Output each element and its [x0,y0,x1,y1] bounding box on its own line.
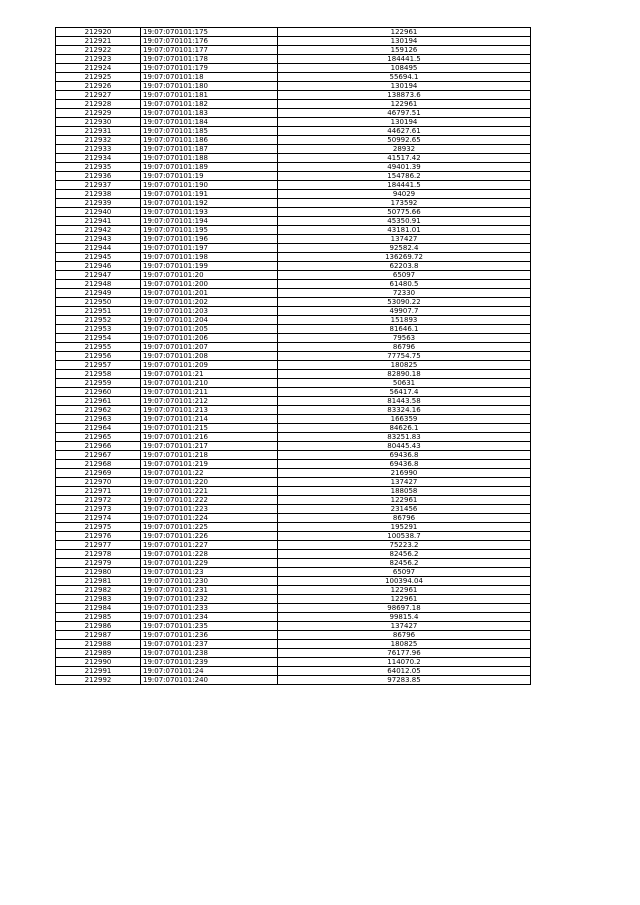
table-row [56,334,531,343]
cadastral-number-cell: 19:07:070101:238 [141,649,278,658]
cadastral-number-cell: 19:07:070101:191 [141,190,278,199]
value-cell: 75223.2 [278,541,531,550]
value-cell: 137427 [278,622,531,631]
row-number-cell: 212963 [56,415,141,424]
table-row [56,289,531,298]
row-number-cell: 212932 [56,136,141,145]
value-cell: 81646.1 [278,325,531,334]
value-cell: 151893 [278,316,531,325]
value-cell: 130194 [278,82,531,91]
row-number-cell: 212923 [56,55,141,64]
row-number-cell: 212929 [56,109,141,118]
table-row [56,100,531,109]
table-row [56,253,531,262]
table-row [56,262,531,271]
value-cell: 137427 [278,478,531,487]
value-cell: 50992.65 [278,136,531,145]
value-cell: 216990 [278,469,531,478]
table-row [56,388,531,397]
table-row [56,199,531,208]
row-number-cell: 212961 [56,397,141,406]
value-cell: 231456 [278,505,531,514]
cadastral-number-cell: 19:07:070101:220 [141,478,278,487]
cadastral-number-cell: 19:07:070101:203 [141,307,278,316]
table-row [56,406,531,415]
row-number-cell: 212974 [56,514,141,523]
row-number-cell: 212924 [56,64,141,73]
table-row [56,55,531,64]
row-number-cell: 212986 [56,622,141,631]
row-number-cell: 212979 [56,559,141,568]
cadastral-number-cell: 19:07:070101:193 [141,208,278,217]
value-cell: 184441.5 [278,55,531,64]
value-cell: 62203.8 [278,262,531,271]
table-row [56,487,531,496]
cadastral-number-cell: 19:07:070101:20 [141,271,278,280]
row-number-cell: 212975 [56,523,141,532]
cadastral-number-cell: 19:07:070101:186 [141,136,278,145]
cadastral-number-cell: 19:07:070101:22 [141,469,278,478]
cadastral-number-cell: 19:07:070101:24 [141,667,278,676]
row-number-cell: 212972 [56,496,141,505]
cadastral-number-cell: 19:07:070101:239 [141,658,278,667]
table-row [56,397,531,406]
cadastral-number-cell: 19:07:070101:221 [141,487,278,496]
cadastral-number-cell: 19:07:070101:202 [141,298,278,307]
cadastral-number-cell: 19:07:070101:208 [141,352,278,361]
row-number-cell: 212985 [56,613,141,622]
table-row [56,676,531,685]
cadastral-number-cell: 19:07:070101:218 [141,451,278,460]
cadastral-number-cell: 19:07:070101:188 [141,154,278,163]
cadastral-number-cell: 19:07:070101:232 [141,595,278,604]
row-number-cell: 212960 [56,388,141,397]
cadastral-number-cell: 19:07:070101:209 [141,361,278,370]
cadastral-number-cell: 19:07:070101:21 [141,370,278,379]
cadastral-number-cell: 19:07:070101:201 [141,289,278,298]
value-cell: 154786.2 [278,172,531,181]
value-cell: 180825 [278,361,531,370]
cadastral-number-cell: 19:07:070101:187 [141,145,278,154]
table-row [56,271,531,280]
table-row [56,532,531,541]
table-row [56,280,531,289]
row-number-cell: 212938 [56,190,141,199]
row-number-cell: 212992 [56,676,141,685]
value-cell: 130194 [278,37,531,46]
row-number-cell: 212983 [56,595,141,604]
value-cell: 56417.4 [278,388,531,397]
row-number-cell: 212959 [56,379,141,388]
cadastral-number-cell: 19:07:070101:222 [141,496,278,505]
cadastral-number-cell: 19:07:070101:183 [141,109,278,118]
value-cell: 184441.5 [278,181,531,190]
row-number-cell: 212968 [56,460,141,469]
table-row [56,640,531,649]
row-number-cell: 212927 [56,91,141,100]
table-row [56,190,531,199]
value-cell: 180825 [278,640,531,649]
row-number-cell: 212978 [56,550,141,559]
table-row [56,316,531,325]
cadastral-number-cell: 19:07:070101:189 [141,163,278,172]
table-row [56,460,531,469]
cadastral-number-cell: 19:07:070101:18 [141,73,278,82]
row-number-cell: 212944 [56,244,141,253]
row-number-cell: 212925 [56,73,141,82]
table-row [56,109,531,118]
cadastral-number-cell: 19:07:070101:198 [141,253,278,262]
table-row [56,523,531,532]
row-number-cell: 212920 [56,28,141,37]
cadastral-number-cell: 19:07:070101:217 [141,442,278,451]
row-number-cell: 212930 [56,118,141,127]
row-number-cell: 212951 [56,307,141,316]
cadastral-number-cell: 19:07:070101:200 [141,280,278,289]
table-row [56,298,531,307]
table-row [56,244,531,253]
cadastral-number-cell: 19:07:070101:237 [141,640,278,649]
row-number-cell: 212981 [56,577,141,586]
row-number-cell: 212953 [56,325,141,334]
value-cell: 122961 [278,100,531,109]
value-cell: 77754.75 [278,352,531,361]
value-cell: 92582.4 [278,244,531,253]
table-row [56,37,531,46]
cadastral-number-cell: 19:07:070101:199 [141,262,278,271]
table-row [56,613,531,622]
row-number-cell: 212982 [56,586,141,595]
row-number-cell: 212952 [56,316,141,325]
table-row [56,325,531,334]
table-row [56,208,531,217]
value-cell: 65097 [278,271,531,280]
value-cell: 122961 [278,586,531,595]
value-cell: 159126 [278,46,531,55]
value-cell: 99815.4 [278,613,531,622]
value-cell: 173592 [278,199,531,208]
row-number-cell: 212977 [56,541,141,550]
cadastral-number-cell: 19:07:070101:179 [141,64,278,73]
cadastral-number-cell: 19:07:070101:228 [141,550,278,559]
value-cell: 64012.05 [278,667,531,676]
cadastral-number-cell: 19:07:070101:182 [141,100,278,109]
value-cell: 45350.91 [278,217,531,226]
value-cell: 43181.01 [278,226,531,235]
table-row [56,343,531,352]
value-cell: 138873.6 [278,91,531,100]
cadastral-number-cell: 19:07:070101:207 [141,343,278,352]
table-row [56,181,531,190]
row-number-cell: 212937 [56,181,141,190]
row-number-cell: 212976 [56,532,141,541]
table-row [56,235,531,244]
table-row [56,658,531,667]
table-row [56,118,531,127]
table-row [56,442,531,451]
cadastral-number-cell: 19:07:070101:219 [141,460,278,469]
table-row [56,541,531,550]
value-cell: 122961 [278,28,531,37]
table-row [56,352,531,361]
table-row [56,559,531,568]
value-cell: 80445.43 [278,442,531,451]
cadastral-number-cell: 19:07:070101:196 [141,235,278,244]
value-cell: 86796 [278,343,531,352]
table-row [56,307,531,316]
value-cell: 84626.1 [278,424,531,433]
cadastral-number-cell: 19:07:070101:181 [141,91,278,100]
cadastral-number-cell: 19:07:070101:236 [141,631,278,640]
table-row [56,514,531,523]
row-number-cell: 212936 [56,172,141,181]
row-number-cell: 212967 [56,451,141,460]
value-cell: 76177.96 [278,649,531,658]
table-row [56,667,531,676]
table-row [56,73,531,82]
value-cell: 49401.39 [278,163,531,172]
table-row [56,568,531,577]
row-number-cell: 212950 [56,298,141,307]
value-cell: 166359 [278,415,531,424]
row-number-cell: 212928 [56,100,141,109]
table-row [56,577,531,586]
table-row [56,622,531,631]
cadastral-number-cell: 19:07:070101:235 [141,622,278,631]
cadastral-number-cell: 19:07:070101:229 [141,559,278,568]
table-row [56,64,531,73]
value-cell: 188058 [278,487,531,496]
cadastral-number-cell: 19:07:070101:206 [141,334,278,343]
cadastral-number-cell: 19:07:070101:176 [141,37,278,46]
value-cell: 130194 [278,118,531,127]
value-cell: 86796 [278,631,531,640]
table-row [56,505,531,514]
table-row [56,379,531,388]
value-cell: 83324.16 [278,406,531,415]
row-number-cell: 212946 [56,262,141,271]
table-row [56,370,531,379]
table-row [56,586,531,595]
value-cell: 69436.8 [278,451,531,460]
cadastral-number-cell: 19:07:070101:210 [141,379,278,388]
row-number-cell: 212943 [56,235,141,244]
value-cell: 122961 [278,496,531,505]
table-row [56,145,531,154]
table-row [56,136,531,145]
row-number-cell: 212988 [56,640,141,649]
cadastral-number-cell: 19:07:070101:212 [141,397,278,406]
value-cell: 108495 [278,64,531,73]
value-cell: 28932 [278,145,531,154]
cadastral-number-cell: 19:07:070101:19 [141,172,278,181]
value-cell: 50631 [278,379,531,388]
cadastral-number-cell: 19:07:070101:197 [141,244,278,253]
table-row [56,415,531,424]
row-number-cell: 212922 [56,46,141,55]
cadastral-number-cell: 19:07:070101:226 [141,532,278,541]
cadastral-number-cell: 19:07:070101:225 [141,523,278,532]
value-cell: 114070.2 [278,658,531,667]
table-row [56,469,531,478]
row-number-cell: 212980 [56,568,141,577]
value-cell: 137427 [278,235,531,244]
table-body [56,28,531,685]
cadastral-number-cell: 19:07:070101:175 [141,28,278,37]
table-row [56,361,531,370]
table-row [56,433,531,442]
value-cell: 61480.5 [278,280,531,289]
table-row [56,172,531,181]
value-cell: 46797.51 [278,109,531,118]
row-number-cell: 212933 [56,145,141,154]
cadastral-number-cell: 19:07:070101:23 [141,568,278,577]
value-cell: 82456.2 [278,550,531,559]
row-number-cell: 212947 [56,271,141,280]
value-cell: 69436.8 [278,460,531,469]
row-number-cell: 212945 [56,253,141,262]
row-number-cell: 212971 [56,487,141,496]
value-cell: 86796 [278,514,531,523]
value-cell: 100394.04 [278,577,531,586]
row-number-cell: 212984 [56,604,141,613]
row-number-cell: 212949 [56,289,141,298]
table-row [56,451,531,460]
value-cell: 55694.1 [278,73,531,82]
table-row [56,82,531,91]
cadastral-number-cell: 19:07:070101:214 [141,415,278,424]
cadastral-number-cell: 19:07:070101:234 [141,613,278,622]
table-row [56,91,531,100]
table-row [56,550,531,559]
table-row [56,496,531,505]
table-row [56,127,531,136]
cadastral-number-cell: 19:07:070101:178 [141,55,278,64]
table-row [56,595,531,604]
value-cell: 81443.58 [278,397,531,406]
cadastral-number-cell: 19:07:070101:192 [141,199,278,208]
row-number-cell: 212942 [56,226,141,235]
value-cell: 44627.61 [278,127,531,136]
cadastral-number-cell: 19:07:070101:194 [141,217,278,226]
value-cell: 72330 [278,289,531,298]
row-number-cell: 212954 [56,334,141,343]
value-cell: 41517.42 [278,154,531,163]
table-row [56,226,531,235]
table-row [56,631,531,640]
cadastral-value-table [55,27,531,685]
row-number-cell: 212989 [56,649,141,658]
row-number-cell: 212926 [56,82,141,91]
cadastral-number-cell: 19:07:070101:195 [141,226,278,235]
row-number-cell: 212965 [56,433,141,442]
value-cell: 94029 [278,190,531,199]
row-number-cell: 212973 [56,505,141,514]
value-cell: 79563 [278,334,531,343]
value-cell: 82890.18 [278,370,531,379]
cadastral-number-cell: 19:07:070101:223 [141,505,278,514]
value-cell: 83251.83 [278,433,531,442]
cadastral-number-cell: 19:07:070101:180 [141,82,278,91]
row-number-cell: 212962 [56,406,141,415]
row-number-cell: 212964 [56,424,141,433]
row-number-cell: 212921 [56,37,141,46]
row-number-cell: 212987 [56,631,141,640]
table-row [56,604,531,613]
cadastral-number-cell: 19:07:070101:231 [141,586,278,595]
cadastral-number-cell: 19:07:070101:227 [141,541,278,550]
cadastral-number-cell: 19:07:070101:184 [141,118,278,127]
row-number-cell: 212955 [56,343,141,352]
row-number-cell: 212940 [56,208,141,217]
value-cell: 136269.72 [278,253,531,262]
row-number-cell: 212970 [56,478,141,487]
cadastral-number-cell: 19:07:070101:213 [141,406,278,415]
value-cell: 49907.7 [278,307,531,316]
table-row [56,46,531,55]
value-cell: 195291 [278,523,531,532]
row-number-cell: 212934 [56,154,141,163]
row-number-cell: 212935 [56,163,141,172]
row-number-cell: 212939 [56,199,141,208]
value-cell: 65097 [278,568,531,577]
value-cell: 97283.85 [278,676,531,685]
cadastral-number-cell: 19:07:070101:205 [141,325,278,334]
table-row [56,478,531,487]
row-number-cell: 212948 [56,280,141,289]
row-number-cell: 212958 [56,370,141,379]
value-cell: 53090.22 [278,298,531,307]
table-row [56,163,531,172]
row-number-cell: 212991 [56,667,141,676]
cadastral-number-cell: 19:07:070101:204 [141,316,278,325]
row-number-cell: 212957 [56,361,141,370]
row-number-cell: 212956 [56,352,141,361]
row-number-cell: 212941 [56,217,141,226]
row-number-cell: 212969 [56,469,141,478]
table-row [56,424,531,433]
value-cell: 50775.66 [278,208,531,217]
table-row [56,28,531,37]
table-row [56,649,531,658]
value-cell: 100538.7 [278,532,531,541]
row-number-cell: 212966 [56,442,141,451]
cadastral-number-cell: 19:07:070101:185 [141,127,278,136]
row-number-cell: 212931 [56,127,141,136]
cadastral-number-cell: 19:07:070101:211 [141,388,278,397]
cadastral-number-cell: 19:07:070101:190 [141,181,278,190]
value-cell: 122961 [278,595,531,604]
cadastral-number-cell: 19:07:070101:177 [141,46,278,55]
row-number-cell: 212990 [56,658,141,667]
value-cell: 82456.2 [278,559,531,568]
table-row [56,154,531,163]
value-cell: 98697.18 [278,604,531,613]
cadastral-number-cell: 19:07:070101:224 [141,514,278,523]
cadastral-number-cell: 19:07:070101:215 [141,424,278,433]
cadastral-number-cell: 19:07:070101:216 [141,433,278,442]
cadastral-number-cell: 19:07:070101:240 [141,676,278,685]
cadastral-number-cell: 19:07:070101:233 [141,604,278,613]
table-row [56,217,531,226]
cadastral-number-cell: 19:07:070101:230 [141,577,278,586]
